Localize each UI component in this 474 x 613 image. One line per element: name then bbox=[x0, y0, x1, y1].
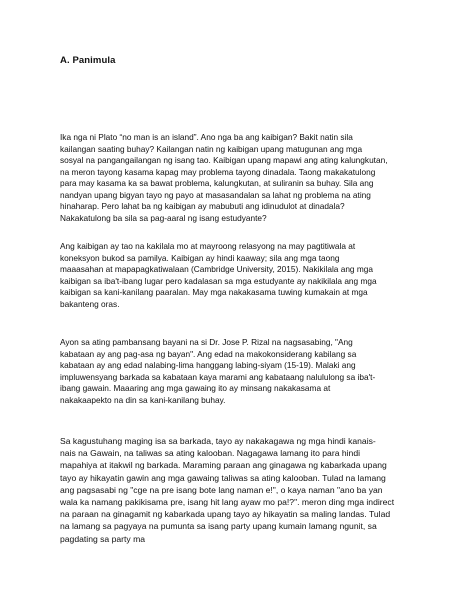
paragraph-line: pagdating sa party ma bbox=[60, 533, 146, 544]
paragraph-3 bbox=[60, 337, 415, 406]
section-heading: A. Panimula bbox=[60, 55, 116, 66]
paragraph-line: tayo ay hikayatin gawin ang mga gawaing taliwas sa ating kalooban. Tulad na lamang bbox=[60, 472, 386, 483]
paragraph-line: nandyan upang bigyan tayo ng payo at masasandalan sa lahat ng problema na ating bbox=[60, 189, 371, 200]
paragraph-1 bbox=[60, 132, 415, 224]
paragraph-line: Sa kagustuhang maging isa sa barkada, tayo ay nakakagawa ng mga hindi kanais- bbox=[60, 436, 376, 446]
paragraph-line: kaibigan sa kani-kanilang paaralan. May mga nakakasama tuwing kumakain at mga bbox=[60, 287, 368, 297]
paragraph-line: wala ka namang pakikisama pre, isang hit lang ayaw mo pa!?". meron ding mga indirect bbox=[60, 497, 395, 508]
paragraph-line: kabataan ay ang pag-asa ng bayan". Ang edad na makokonsiderang kabilang sa bbox=[60, 348, 357, 359]
paragraph-line: impluwensyang barkada sa kabataan kaya marami ang kabataang nalululong sa iba't- bbox=[60, 371, 376, 382]
paragraph-line: nais na Gawain, na taliwas sa ating kalooban. Nagagawa lamang ito para hindi bbox=[60, 448, 361, 459]
paragraph-line: para may kasama ka sa bawat problema, kalungkutan, at suliranin sa buhay. Sila ang bbox=[60, 178, 374, 188]
paragraph-line: Ika nga ni Plato “no man is an island”. Ano nga ba ang kaibigan? Bakit natin sila bbox=[60, 132, 353, 142]
paragraph-line: kaibigan sa iba't-ibang lugar pero kadalasan sa mga estudyante ay nakikilala ang mga bbox=[60, 275, 377, 286]
paragraph-line: nakakaapekto na din sa kani-kanilang buhay. bbox=[60, 394, 226, 405]
paragraph-2 bbox=[60, 241, 415, 310]
paragraph-line: kabataan ay ang edad nalabing-lima hanggang labing-siyam (15-19). Malaki ang bbox=[60, 360, 356, 370]
paragraph-line: Ang kaibigan ay tao na kakilala mo at mayroong relasyong na may pagtitiwala at bbox=[60, 241, 356, 251]
paragraph-line: maaasahan at mapapagkatiwalaan (Cambridge University, 2015). Nakikilala ang mga bbox=[60, 264, 373, 274]
paragraph-line: Nakakatulong ba sila sa pag-aaral ng isang estudyante? bbox=[60, 212, 267, 223]
paragraph-line: sosyal na pangangailangan ng isang tao. Kaibigan upang mapawi ang ating kalungkutan, bbox=[60, 155, 388, 165]
paragraph-line: koneksyon bukod sa pamilya. Kaibigan ay hindi kaaway; sila ang mga taong bbox=[60, 252, 340, 263]
paragraph-4 bbox=[60, 435, 415, 545]
paragraph-line: na lamang sa pagyaya na pumunta sa isang party upang kumain lamang ngunit, sa bbox=[60, 521, 377, 532]
paragraph-line: na paraan na ginagamit ng kabarkada upang tayo ay hikayatin sa maling landas. Tulad bbox=[60, 509, 391, 520]
paragraph-line: hinaharap. Pero lahat ba ng kaibigan ay mabubuti ang idinudulot at dinadala? bbox=[60, 201, 345, 211]
paragraph-line: kailangan saating buhay? Kailangan natin ng kaibigan upang matugunan ang mga bbox=[60, 143, 363, 154]
paragraph-line: Ayon sa ating pambansang bayani na si Dr. Jose P. Rizal na nagsasabing, "Ang bbox=[60, 337, 353, 347]
paragraph-line: bakanteng oras. bbox=[60, 298, 120, 309]
paragraph-line: na meron tayong kasama kapag may problema tayong dinadala. Taong makakatulong bbox=[60, 166, 376, 177]
paragraph-line: mapahiya at itakwil ng barkada. Maraming paraan ang ginagawa ng kabarkada upang bbox=[60, 460, 387, 471]
paragraph-line: ang pagsasabi ng "cge na pre isang bote lang naman e!", o kaya naman "ano ba yan bbox=[60, 484, 383, 495]
paragraph-line: ibang gawain. Maaaring ang mga gawaing ito ay minsang nakakasama at bbox=[60, 383, 331, 393]
